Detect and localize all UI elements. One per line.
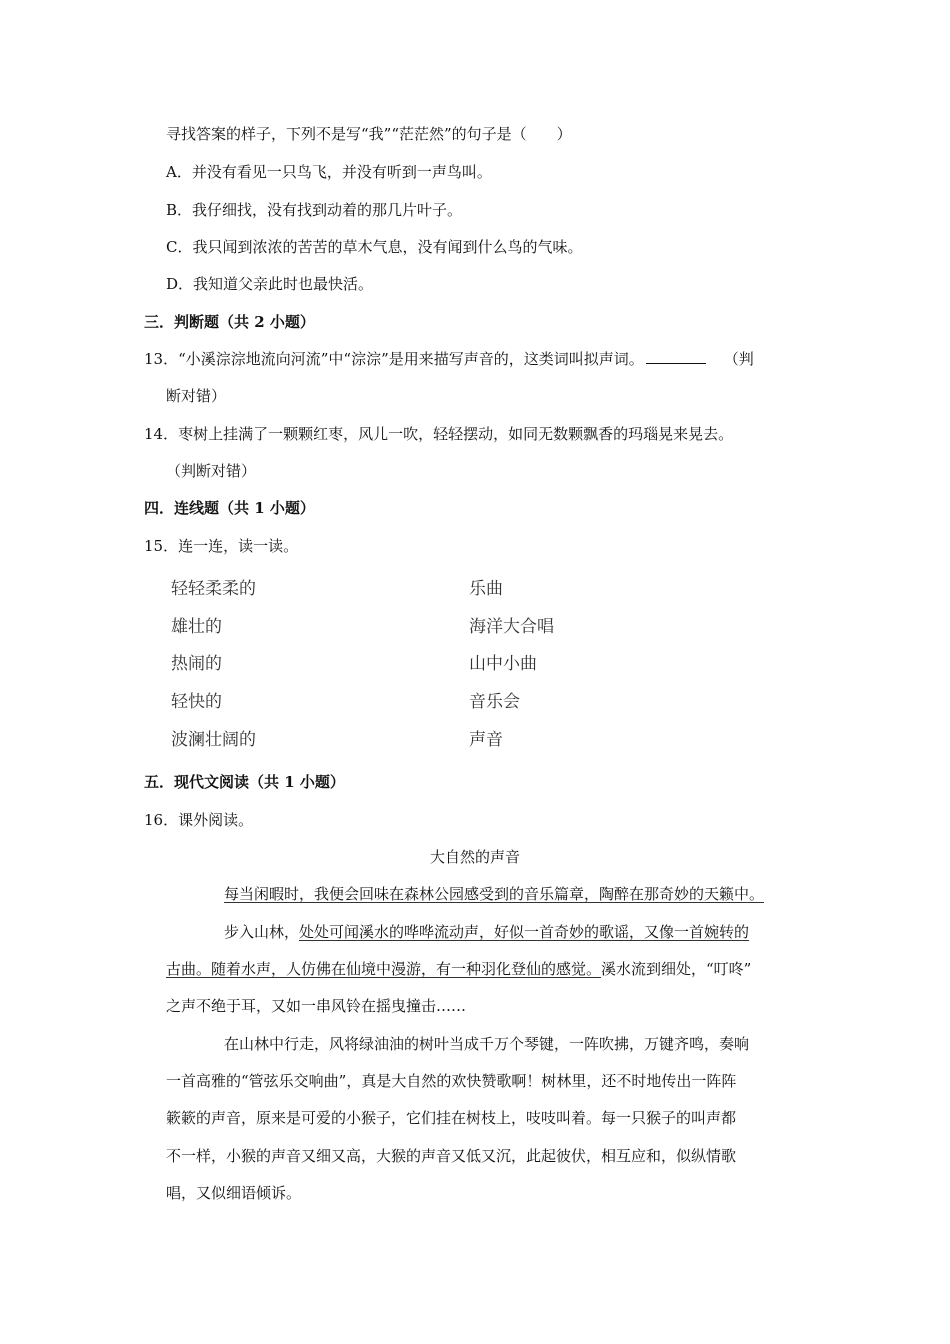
q14-line-2: （判断对错） bbox=[166, 462, 257, 480]
q14-line-1: 14．枣树上挂满了一颗颗红枣，风儿一吹，轻轻摆动，如同无数颗飘香的玛瑙晃来晃去。 bbox=[144, 425, 734, 443]
passage-p2-rest: 溪水流到细处，“叮咚” bbox=[601, 960, 752, 978]
q12-option-d: D．我知道父亲此时也最快活。 bbox=[166, 275, 374, 293]
passage-p3-line-3: 簌簌的声音，原来是可爱的小猴子，它们挂在树枝上，吱吱叫着。每一只猴子的叫声都 bbox=[166, 1109, 737, 1127]
q13-judge-label: （判 bbox=[723, 350, 754, 368]
q13-answer-blank[interactable] bbox=[646, 349, 706, 364]
q13-line-1 bbox=[144, 349, 754, 369]
match-right-item[interactable]: 山中小曲 bbox=[469, 654, 537, 674]
passage-p2-line-1 bbox=[224, 922, 749, 942]
q12-stem-tail: 寻找答案的样子，下列不是写“我”“茫茫然”的句子是（ ） bbox=[166, 125, 572, 143]
passage-p2-line-3: 之声不绝于耳，又如一串风铃在摇曳撞击…… bbox=[166, 997, 467, 1015]
match-left-item[interactable]: 轻快的 bbox=[171, 692, 222, 712]
q12-option-b: B．我仔细找，没有找到动着的那几片叶子。 bbox=[166, 201, 463, 219]
q12-option-c: C．我只闻到浓浓的苦苦的草木气息，没有闻到什么鸟的气味。 bbox=[166, 238, 583, 256]
match-left-item[interactable]: 雄壮的 bbox=[171, 617, 222, 637]
q13-line-2: 断对错） bbox=[166, 387, 227, 405]
passage-p2-line-2 bbox=[166, 959, 751, 979]
passage-p3-line-5: 唱，又似细语倾诉。 bbox=[166, 1184, 302, 1202]
section-4-heading: 四．连线题（共 1 小题） bbox=[144, 499, 315, 517]
match-right-item[interactable]: 声音 bbox=[469, 730, 503, 750]
q12-option-a: A．并没有看见一只鸟飞，并没有听到一声鸟叫。 bbox=[166, 163, 492, 181]
match-right-item[interactable]: 海洋大合唱 bbox=[469, 617, 554, 637]
q15-stem: 15．连一连，读一读。 bbox=[144, 537, 299, 555]
passage-p3-line-1: 在山林中行走，风将绿油油的树叶当成千万个琴键，一阵吹拂，万键齐鸣，奏响 bbox=[224, 1035, 750, 1053]
match-left-item[interactable]: 轻轻柔柔的 bbox=[171, 579, 256, 599]
passage-title: 大自然的声音 bbox=[429, 848, 520, 866]
passage-p2-underlined-2: 古曲。随着水声，人仿佛在仙境中漫游，有一种羽化登仙的感觉。 bbox=[166, 960, 602, 978]
match-right-item[interactable]: 乐曲 bbox=[469, 579, 503, 599]
q16-stem: 16．课外阅读。 bbox=[144, 811, 254, 829]
section-5-heading: 五．现代文阅读（共 1 小题） bbox=[144, 773, 345, 791]
passage-p2-underlined-1: 处处可闻溪水的哗哗流动声，好似一首奇妙的歌谣，又像一首婉转的 bbox=[299, 923, 750, 941]
match-left-item[interactable]: 热闹的 bbox=[171, 654, 222, 674]
passage-p2-intro: 步入山林， bbox=[224, 923, 300, 941]
passage-p3-line-2: 一首高雅的“管弦乐交响曲”，真是大自然的欢快赞歌啊！树林里，还不时地传出一阵阵 bbox=[166, 1072, 737, 1090]
q13-text: 13．“小溪淙淙地流向河流”中“淙淙”是用来描写声音的，这类词叫拟声词。 bbox=[144, 350, 644, 368]
match-right-item[interactable]: 音乐会 bbox=[469, 692, 520, 712]
passage-p3-line-4: 不一样，小猴的声音又细又高，大猴的声音又低又沉，此起彼伏，相互应和，似纵情歌 bbox=[166, 1147, 737, 1165]
match-left-item[interactable]: 波澜壮阔的 bbox=[171, 730, 256, 750]
passage-p1: 每当闲暇时，我便会回味在森林公园感受到的音乐篇章，陶醉在那奇妙的天籁中。 bbox=[224, 885, 765, 903]
section-3-heading: 三．判断题（共 2 小题） bbox=[144, 313, 315, 331]
